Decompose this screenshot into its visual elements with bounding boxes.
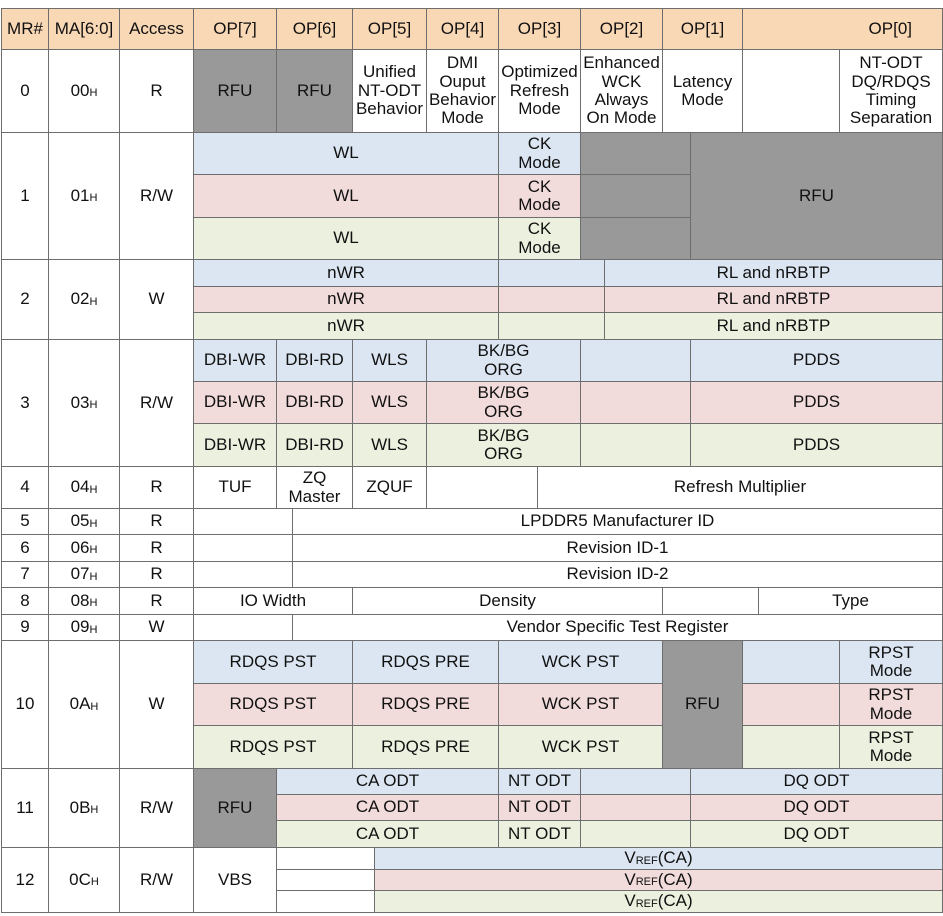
density-field: Density bbox=[352, 587, 663, 615]
column-header: OP[6] bbox=[276, 8, 353, 50]
rdqs-pre-field: RDQS PRE bbox=[352, 725, 499, 769]
enhanced-wck-always-on-mode: Enhanced WCK Always On Mode bbox=[580, 49, 663, 133]
rpst-mode-field: RPST Mode bbox=[839, 683, 943, 726]
dmi-output-behavior-mode: DMI Ouput Behavior Mode bbox=[426, 49, 499, 133]
dq-odt-field: DQ ODT bbox=[690, 794, 943, 821]
nt-odt-field: NT ODT bbox=[498, 768, 581, 795]
wck-pst-field: WCK PST bbox=[498, 725, 663, 769]
dbi-rd-field: DBI-RD bbox=[276, 423, 353, 467]
wls-field: WLS bbox=[352, 339, 427, 382]
pdds-field: PDDS bbox=[690, 423, 943, 467]
column-header: OP[3] bbox=[498, 8, 581, 50]
empty-field bbox=[276, 847, 375, 870]
hex-suffix: H bbox=[89, 192, 98, 205]
empty-field bbox=[498, 259, 605, 287]
type-field: Type bbox=[758, 587, 943, 615]
pdds-field: PDDS bbox=[690, 339, 943, 382]
access-type: R/W bbox=[119, 132, 194, 260]
hex-suffix: H bbox=[89, 544, 98, 557]
rl-nrbtp-field: RL and nRBTP bbox=[604, 286, 943, 313]
empty-field bbox=[580, 768, 691, 795]
vref-ca-field bbox=[374, 869, 943, 891]
access-type: R/W bbox=[119, 768, 194, 848]
manufacturer-id-field: LPDDR5 Manufacturer ID bbox=[292, 508, 943, 535]
address-value: 08 bbox=[70, 590, 90, 610]
vref-symbol: V bbox=[624, 848, 636, 868]
dq-odt-field: DQ ODT bbox=[690, 820, 943, 848]
mode-register-address bbox=[48, 466, 120, 509]
empty-field bbox=[498, 286, 605, 313]
address-value: 0B bbox=[69, 797, 91, 817]
mode-register-address bbox=[48, 587, 120, 615]
wl-field: WL bbox=[193, 217, 499, 260]
empty-field bbox=[662, 587, 759, 615]
mr-number: 4 bbox=[1, 466, 49, 509]
address-value: 07 bbox=[70, 564, 90, 584]
ck-mode-field: CK Mode bbox=[498, 217, 581, 260]
dbi-rd-field: DBI-RD bbox=[276, 381, 353, 424]
rdqs-pst-field: RDQS PST bbox=[193, 683, 353, 726]
bk-bg-org-field: BK/BG ORG bbox=[426, 381, 581, 424]
mode-register-address bbox=[48, 614, 120, 641]
rpst-mode-field: RPST Mode bbox=[839, 725, 943, 769]
vref-subscript: REF bbox=[635, 897, 658, 910]
pdds-field: PDDS bbox=[690, 381, 943, 424]
rfu-cell bbox=[580, 174, 691, 218]
hex-suffix: H bbox=[90, 804, 99, 817]
vref-symbol: V bbox=[624, 869, 636, 889]
mode-register-address bbox=[48, 259, 120, 340]
empty-field bbox=[742, 640, 840, 684]
rl-nrbtp-field: RL and nRBTP bbox=[604, 312, 943, 340]
access-type: R bbox=[119, 49, 194, 133]
vref-subscript: REF bbox=[635, 854, 658, 867]
access-type: R bbox=[119, 534, 194, 562]
vref-ca-field bbox=[374, 890, 943, 913]
mr-number: 3 bbox=[1, 339, 49, 467]
rdqs-pst-field: RDQS PST bbox=[193, 640, 353, 684]
column-header: OP[2] bbox=[580, 8, 663, 50]
mode-register-address bbox=[48, 132, 120, 260]
empty-field bbox=[498, 312, 605, 340]
revision-id-1-field: Revision ID-1 bbox=[292, 534, 943, 562]
empty-field bbox=[426, 466, 538, 509]
rdqs-pre-field: RDQS PRE bbox=[352, 683, 499, 726]
hex-suffix: H bbox=[90, 876, 99, 889]
address-value: 0C bbox=[69, 869, 91, 889]
address-value: 06 bbox=[70, 537, 90, 557]
empty-field bbox=[193, 534, 293, 562]
mr-number: 8 bbox=[1, 587, 49, 615]
nt-odt-field: NT ODT bbox=[498, 820, 581, 848]
rfu-cell: RFU bbox=[690, 132, 943, 260]
hex-suffix: H bbox=[89, 623, 98, 636]
ck-mode-field: CK Mode bbox=[498, 174, 581, 218]
mode-register-address bbox=[48, 847, 120, 913]
mr-number: 1 bbox=[1, 132, 49, 260]
access-type: R bbox=[119, 561, 194, 588]
dq-odt-field: DQ ODT bbox=[690, 768, 943, 795]
rfu-cell bbox=[580, 132, 691, 175]
unified-nt-odt-behavior: Unified NT-ODT Behavior bbox=[352, 49, 427, 133]
empty-field bbox=[742, 49, 840, 133]
mr-number: 10 bbox=[1, 640, 49, 769]
rl-nrbtp-field: RL and nRBTP bbox=[604, 259, 943, 287]
empty-field bbox=[742, 683, 840, 726]
mr-number: 6 bbox=[1, 534, 49, 562]
column-header: MR# bbox=[1, 8, 49, 50]
mr-number: 11 bbox=[1, 768, 49, 848]
rfu-cell: RFU bbox=[193, 768, 277, 848]
column-header: OP[7] bbox=[193, 8, 277, 50]
mr-number: 12 bbox=[1, 847, 49, 913]
nt-odt-field: NT ODT bbox=[498, 794, 581, 821]
address-value: 02 bbox=[70, 289, 90, 309]
empty-field bbox=[580, 339, 691, 382]
dbi-wr-field: DBI-WR bbox=[193, 339, 277, 382]
column-header: OP[1] bbox=[662, 8, 743, 50]
vref-target: (CA) bbox=[657, 869, 693, 889]
hex-suffix: H bbox=[89, 399, 98, 412]
hex-suffix: H bbox=[89, 483, 98, 496]
access-type: R/W bbox=[119, 339, 194, 467]
dbi-wr-field: DBI-WR bbox=[193, 381, 277, 424]
rdqs-pst-field: RDQS PST bbox=[193, 725, 353, 769]
vref-ca-field bbox=[374, 847, 943, 870]
vref-target: (CA) bbox=[657, 848, 693, 868]
address-value: 04 bbox=[70, 477, 90, 497]
vref-symbol: V bbox=[624, 891, 636, 911]
dbi-rd-field: DBI-RD bbox=[276, 339, 353, 382]
empty-field bbox=[193, 508, 293, 535]
io-width-field: IO Width bbox=[193, 587, 353, 615]
hex-suffix: H bbox=[89, 597, 98, 610]
address-value: 03 bbox=[70, 392, 90, 412]
empty-field bbox=[580, 423, 691, 467]
empty-field bbox=[276, 890, 375, 913]
address-value: 09 bbox=[70, 617, 90, 637]
rfu-cell: RFU bbox=[276, 49, 353, 133]
empty-field bbox=[580, 820, 691, 848]
refresh-multiplier-field: Refresh Multiplier bbox=[537, 466, 943, 509]
nwr-field: nWR bbox=[193, 312, 499, 340]
ca-odt-field: CA ODT bbox=[276, 794, 499, 821]
wck-pst-field: WCK PST bbox=[498, 640, 663, 684]
latency-mode: Latency Mode bbox=[662, 49, 743, 133]
bk-bg-org-field: BK/BG ORG bbox=[426, 423, 581, 467]
empty-field bbox=[580, 794, 691, 821]
empty-field bbox=[742, 725, 840, 769]
rdqs-pre-field: RDQS PRE bbox=[352, 640, 499, 684]
bk-bg-org-field: BK/BG ORG bbox=[426, 339, 581, 382]
column-header: MA[6:0] bbox=[48, 8, 120, 50]
vref-target: (CA) bbox=[657, 891, 693, 911]
rfu-cell: RFU bbox=[193, 49, 277, 133]
mode-register-address bbox=[48, 49, 120, 133]
column-header: OP[4] bbox=[426, 8, 499, 50]
empty-field bbox=[276, 869, 375, 891]
wls-field: WLS bbox=[352, 423, 427, 467]
access-type: R bbox=[119, 508, 194, 535]
mode-register-address bbox=[48, 768, 120, 848]
wl-field: WL bbox=[193, 174, 499, 218]
column-header: OP[5] bbox=[352, 8, 427, 50]
access-type: R bbox=[119, 587, 194, 615]
rpst-mode-field: RPST Mode bbox=[839, 640, 943, 684]
nt-odt-timing-separation: NT-ODT DQ/RDQS Timing Separation bbox=[839, 49, 943, 133]
hex-suffix: H bbox=[89, 570, 98, 583]
mode-register-address bbox=[48, 561, 120, 588]
ca-odt-field: CA ODT bbox=[276, 768, 499, 795]
mr-number: 5 bbox=[1, 508, 49, 535]
zq-master-field: ZQ Master bbox=[276, 466, 353, 509]
ca-odt-field: CA ODT bbox=[276, 820, 499, 848]
access-type: R/W bbox=[119, 847, 194, 913]
zquf-field: ZQUF bbox=[352, 466, 427, 509]
wl-field: WL bbox=[193, 132, 499, 175]
ck-mode-field: CK Mode bbox=[498, 132, 581, 175]
empty-field bbox=[193, 561, 293, 588]
hex-suffix: H bbox=[90, 700, 99, 713]
revision-id-2-field: Revision ID-2 bbox=[292, 561, 943, 588]
hex-suffix: H bbox=[89, 517, 98, 530]
access-type: W bbox=[119, 259, 194, 340]
empty-field bbox=[193, 614, 293, 641]
hex-suffix: H bbox=[89, 295, 98, 308]
mode-register-address bbox=[48, 508, 120, 535]
mode-register-address bbox=[48, 339, 120, 467]
mr-number: 0 bbox=[1, 49, 49, 133]
vref-subscript: REF bbox=[635, 876, 658, 889]
column-header: OP[0] bbox=[742, 8, 943, 50]
rfu-cell: RFU bbox=[662, 640, 743, 769]
rfu-cell bbox=[580, 217, 691, 260]
mr-number: 2 bbox=[1, 259, 49, 340]
optimized-refresh-mode: Optimized Refresh Mode bbox=[498, 49, 581, 133]
nwr-field: nWR bbox=[193, 286, 499, 313]
address-value: 0A bbox=[69, 694, 91, 714]
hex-suffix: H bbox=[89, 87, 98, 100]
mode-register-address bbox=[48, 640, 120, 769]
address-value: 01 bbox=[70, 185, 90, 205]
mode-register-address bbox=[48, 534, 120, 562]
address-value: 00 bbox=[70, 80, 90, 100]
wck-pst-field: WCK PST bbox=[498, 683, 663, 726]
column-header: Access bbox=[119, 8, 194, 50]
tuf-field: TUF bbox=[193, 466, 277, 509]
mr-number: 7 bbox=[1, 561, 49, 588]
access-type: W bbox=[119, 640, 194, 769]
access-type: R bbox=[119, 466, 194, 509]
address-value: 05 bbox=[70, 511, 90, 531]
nwr-field: nWR bbox=[193, 259, 499, 287]
mr-number: 9 bbox=[1, 614, 49, 641]
vbs-field: VBS bbox=[193, 847, 277, 913]
wls-field: WLS bbox=[352, 381, 427, 424]
access-type: W bbox=[119, 614, 194, 641]
dbi-wr-field: DBI-WR bbox=[193, 423, 277, 467]
empty-field bbox=[580, 381, 691, 424]
vendor-test-register-field: Vendor Specific Test Register bbox=[292, 614, 943, 641]
